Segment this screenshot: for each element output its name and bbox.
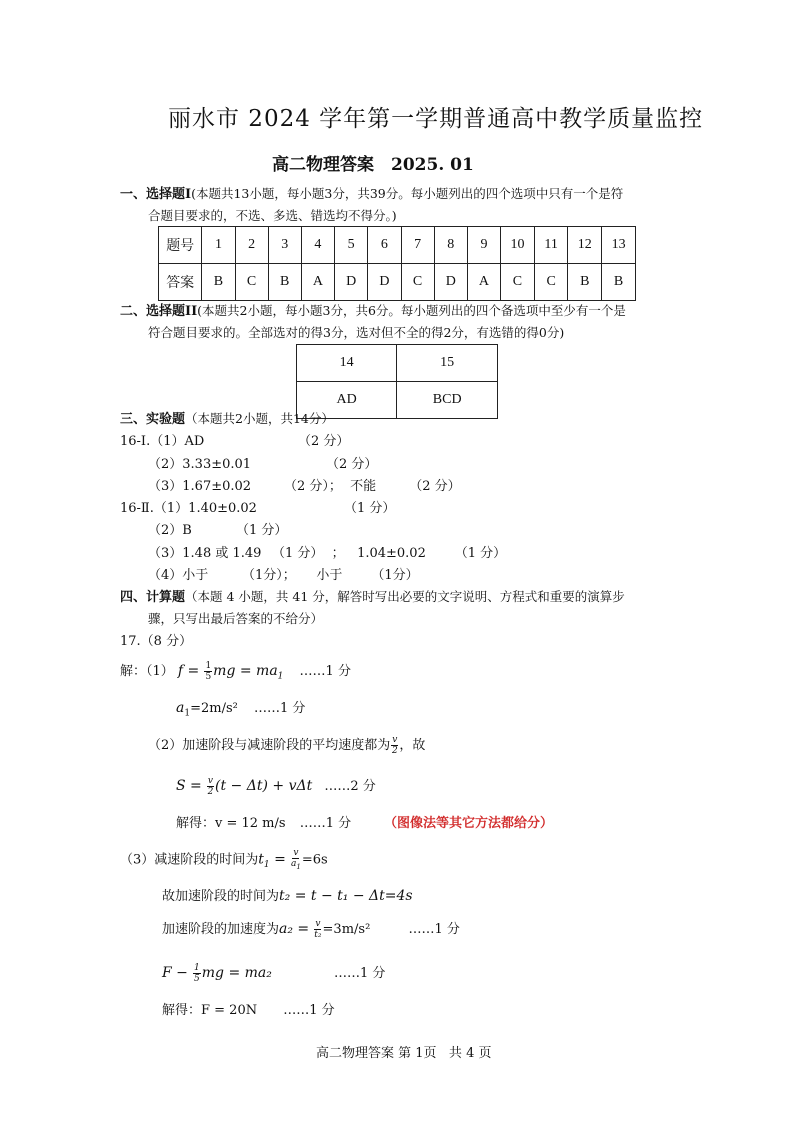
solveF-score: ……1 分 [283, 1003, 335, 1018]
eqF-rhs: mg = ma₂ [201, 965, 272, 981]
q17-part3 [120, 848, 328, 872]
a2-value: =3m/s² [322, 922, 371, 937]
t1-eq: = [269, 851, 286, 868]
exp-line-7-score: （1分）； 小于 （1分） [242, 568, 419, 583]
eq1-frac-num: 1 [205, 661, 212, 671]
exp-line-5-label: （2）B [148, 523, 192, 538]
part2-fraction [391, 735, 398, 756]
question-number-cell: 3 [268, 227, 301, 264]
a1-score: ……1 分 [254, 701, 306, 716]
t1-symbol: t [258, 851, 264, 868]
answer-cell: B [202, 264, 235, 301]
red-note: （图像法等其它方法都给分） [384, 816, 554, 831]
answer-cell: D [368, 264, 401, 301]
answer-cell: BCD [397, 382, 498, 419]
q17-t2 [162, 885, 413, 904]
t1-frac-den: $a_1$ [290, 859, 301, 871]
exp-line-7-label: （4）小于 [148, 568, 209, 583]
question-number-cell: 15 [397, 345, 498, 382]
section2-heading: 二、选择题II [120, 304, 198, 319]
eq1-rhs: mg = ma [213, 663, 278, 679]
part3-text: （3）减速阶段的时间为 [120, 852, 259, 868]
page-subtitle: 高二物理答案 2025. 01 [272, 155, 474, 175]
eqF-frac-num: 1 [194, 963, 200, 973]
q17-eqF [162, 962, 385, 984]
question-number-cell: 2 [235, 227, 268, 264]
exp-line-6-score: （1 分） ； 1.04±0.02 （1 分） [272, 546, 507, 561]
row-label-question: 题号 [159, 227, 202, 264]
eqS-frac-num: v [207, 776, 214, 786]
eq1-lhs: f = [177, 663, 200, 679]
question-number-cell: 9 [467, 227, 500, 264]
answer-cell: C [235, 264, 268, 301]
exp-line-5-score: （1 分） [236, 523, 288, 538]
question-number-cell: 11 [534, 227, 568, 264]
section1-answer-table [158, 226, 636, 301]
eqF-score: ……1 分 [334, 966, 386, 981]
a2-lhs: a₂ = [279, 921, 310, 937]
solution-prefix: 解：（1） [120, 664, 174, 679]
question-number-cell: 4 [301, 227, 334, 264]
section3-heading: 三、实验题 [120, 412, 186, 427]
solve-v-score: ……1 分 [299, 816, 352, 831]
eqS-rhs: (t − Δt) + vΔt [215, 778, 313, 794]
eq1-score: ……1 分 [299, 664, 351, 679]
section2-header [120, 300, 626, 319]
a2-text: 加速阶段的加速度为 [162, 922, 280, 937]
section4-heading: 四、计算题 [120, 590, 186, 605]
exp-line-1-label: 16-Ⅰ.（1）AD [120, 434, 205, 449]
section1-desc-line1: (本题共13小题，每小题3分，共39分。每小题列出的四个选项中只有一个是符 [191, 186, 624, 201]
section1-heading: 一、选择题I [120, 187, 192, 202]
section1-desc-line2: 合题目要求的，不选、多选、错选均不得分。) [148, 208, 397, 223]
part2-text: （2）加速阶段与减速阶段的平均速度都为 [148, 738, 391, 753]
a1-sub: 1 [184, 708, 191, 719]
exp-line-1-score: （2 分） [298, 434, 350, 449]
exp-line-3-label: （3）1.67±0.02 [148, 479, 252, 494]
table-row-answers [159, 264, 636, 301]
row-label-answer: 答案 [159, 264, 202, 301]
section3-desc: （本题共2小题，共14分） [185, 411, 334, 426]
question-number-cell: 12 [568, 227, 602, 264]
question-number-cell: 1 [202, 227, 235, 264]
exp-line-6-label: （3）1.48 或 1.49 [148, 546, 262, 561]
eqF-lhs: F − [162, 965, 188, 981]
t1-fraction [291, 848, 301, 872]
eqS-score: ……2 分 [324, 779, 376, 794]
part2-frac-num: v [392, 735, 398, 745]
eq1-frac-den: 5 [205, 672, 212, 682]
t2-text: 故加速阶段的时间为 [162, 889, 280, 904]
question-number-cell: 14 [297, 345, 397, 382]
answer-cell: AD [297, 382, 397, 419]
exp-line-4-score: （1 分） [344, 501, 396, 516]
eqS-frac-den: 2 [207, 787, 214, 797]
a2-fraction [314, 919, 321, 940]
answer-cell: B [602, 264, 636, 301]
a2-frac-den: t₂ [314, 930, 322, 940]
t1-value: =6s [301, 852, 328, 868]
exp-line-1 [120, 430, 204, 449]
exp-line-3-score: （2 分）； 不能 （2 分） [284, 479, 461, 494]
section2-desc-line1: (本题共2小题，每小题3分，共6分。每小题列出的四个备选项中至少有一个是 [197, 303, 626, 318]
eqF-frac-den: 5 [194, 974, 200, 984]
section4-header [120, 586, 625, 605]
answer-cell: B [268, 264, 301, 301]
part2-tail: ，故 [399, 738, 426, 753]
answer-cell: C [534, 264, 568, 301]
answer-cell: C [401, 264, 434, 301]
table-row-questions [159, 227, 636, 264]
q17-solve-v [176, 812, 351, 831]
q17-eq1 [120, 660, 351, 682]
section2-desc-line2: 符合题目要求的。全部选对的得3分，选对但不全的得2分，有选错的得0分) [148, 325, 565, 340]
solve-v: 解得：v = 12 m/s [176, 816, 286, 831]
answer-cell: B [568, 264, 602, 301]
answer-cell: C [501, 264, 535, 301]
section4-desc-line2: 骤，只写出最后答案的不给分） [148, 611, 324, 626]
t1-frac-num: v [293, 848, 299, 858]
answer-cell: D [335, 264, 368, 301]
t2-eq: t₂ = t − t₁ − Δt=4s [279, 888, 413, 904]
question-number-cell: 8 [434, 227, 467, 264]
answer-cell: D [434, 264, 467, 301]
q17-eqS [176, 775, 376, 797]
exp-line-4-label: 16-Ⅱ.（1）1.40±0.02 [120, 501, 257, 516]
question-number-cell: 7 [401, 227, 434, 264]
question-number-cell: 5 [335, 227, 368, 264]
table-row-questions [297, 345, 498, 382]
section1-header [120, 183, 623, 202]
eqS-fraction [207, 776, 214, 797]
section4-desc-line1: （本题 4 小题，共 41 分，解答时写出必要的文字说明、方程式和重要的演算步 [185, 589, 625, 604]
answer-cell: A [301, 264, 334, 301]
a1-value: =2m/s² [190, 701, 238, 716]
t1-sub: 1 [263, 859, 270, 870]
question-number-cell: 13 [602, 227, 636, 264]
eqF-fraction [193, 963, 201, 984]
solveF: 解得：F = 20N [162, 1003, 258, 1018]
answer-cell: A [467, 264, 500, 301]
a2-frac-num: v [315, 919, 321, 929]
question-number-cell: 10 [501, 227, 535, 264]
q17-a1 [176, 697, 305, 719]
part2-frac-den: 2 [391, 746, 398, 756]
page-footer: 高二物理答案 第 1页 共 4 页 [316, 1046, 492, 1061]
a1-symbol: a [176, 700, 185, 716]
eqS-lhs: S = [176, 778, 202, 794]
a2-score: ……1 分 [408, 922, 460, 937]
exp-line-2-score: （2 分） [326, 457, 378, 472]
eq1-sub: 1 [277, 671, 284, 682]
page-title: 丽水市 2024 学年第一学期普通高中教学质量监控 [168, 106, 704, 132]
q17-solveF [162, 999, 335, 1018]
q17-part2 [148, 734, 425, 756]
exp-line-2-label: （2）3.33±0.01 [148, 457, 252, 472]
question-17-label: 17.（8 分） [120, 634, 193, 649]
question-number-cell: 6 [368, 227, 401, 264]
q17-a2 [162, 918, 460, 940]
eq1-fraction [204, 661, 212, 682]
section3-header [120, 408, 334, 427]
